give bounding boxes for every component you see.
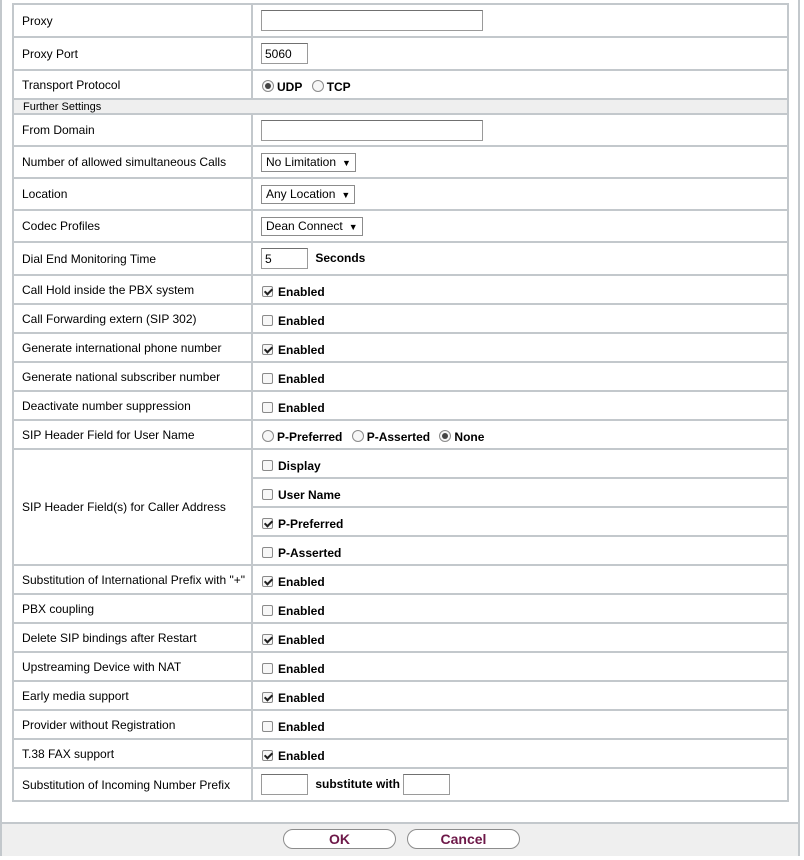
substitute-with-label: substitute with (315, 776, 401, 791)
row-from-domain (13, 114, 788, 146)
enabled-label: Enabled (278, 603, 325, 618)
sip-caller-display-label: Display (278, 458, 321, 473)
row-location (13, 178, 788, 210)
row-call-hold (13, 275, 788, 304)
transport-tcp-label: TCP (326, 79, 351, 94)
sip-user-ppreferred-label: P-Preferred (277, 429, 343, 444)
row-deact-suppression (13, 391, 788, 420)
row-call-forwarding (13, 304, 788, 333)
dropdown-arrow-icon: ▼ (348, 221, 358, 232)
from-domain-input[interactable] (261, 120, 483, 141)
location-select[interactable]: Any Location ▼ (261, 185, 355, 204)
proxy-port-input[interactable] (261, 43, 308, 64)
upstream-nat-label: Upstreaming Device with NAT (13, 652, 252, 681)
subst-incoming-label: Substitution of Incoming Number Prefix (13, 768, 252, 801)
enabled-label: Enabled (278, 719, 325, 734)
row-transport (13, 70, 788, 99)
enabled-label: Enabled (278, 748, 325, 763)
row-subst-incoming (13, 768, 788, 801)
button-bar (2, 822, 798, 856)
proxy-port-label: Proxy Port (13, 37, 252, 70)
codec-label: Codec Profiles (13, 210, 252, 242)
row-sip-caller (13, 449, 788, 478)
row-t38-fax (13, 739, 788, 768)
enabled-label: Enabled (278, 284, 325, 299)
enabled-label: Enabled (278, 661, 325, 676)
call-hold-checkbox[interactable] (262, 286, 273, 297)
subst-incoming-replace-input[interactable] (403, 774, 450, 795)
early-media-checkbox[interactable] (262, 692, 273, 703)
row-pbx-coupling (13, 594, 788, 623)
dial-end-unit: Seconds (315, 250, 366, 265)
upstream-nat-checkbox[interactable] (262, 663, 273, 674)
t38-fax-checkbox[interactable] (262, 750, 273, 761)
proxy-input[interactable] (261, 10, 483, 31)
deact-suppr-checkbox[interactable] (262, 402, 273, 413)
delete-sip-checkbox[interactable] (262, 634, 273, 645)
dial-end-input[interactable] (261, 248, 308, 269)
enabled-label: Enabled (278, 342, 325, 357)
delete-sip-label: Delete SIP bindings after Restart (13, 623, 252, 652)
row-subst-intl (13, 565, 788, 594)
row-provider-noreg (13, 710, 788, 739)
row-simultaneous-calls (13, 146, 788, 178)
location-label: Location (13, 178, 252, 210)
gen-intl-checkbox[interactable] (262, 344, 273, 355)
sip-user-ppreferred-radio[interactable] (262, 430, 274, 442)
gen-natl-checkbox[interactable] (262, 373, 273, 384)
cancel-button[interactable]: Cancel (407, 829, 520, 849)
row-codec (13, 210, 788, 242)
sip-user-none-label: None (454, 429, 485, 444)
codec-select[interactable]: Dean Connect ▼ (261, 217, 363, 236)
row-gen-intl (13, 333, 788, 362)
sip-caller-display-checkbox[interactable] (262, 460, 273, 471)
call-hold-label: Call Hold inside the PBX system (13, 275, 252, 304)
t38-fax-label: T.38 FAX support (13, 739, 252, 768)
enabled-label: Enabled (278, 313, 325, 328)
row-gen-natl (13, 362, 788, 391)
row-sip-user (13, 420, 788, 449)
transport-udp-radio[interactable] (262, 80, 274, 92)
sip-user-passerted-label: P-Asserted (366, 429, 431, 444)
dropdown-arrow-icon: ▼ (341, 189, 351, 200)
row-proxy-port (13, 37, 788, 70)
dial-end-label: Dial End Monitoring Time (13, 242, 252, 275)
proxy-label: Proxy (13, 4, 252, 37)
sip-caller-ppreferred-label: P-Preferred (278, 516, 344, 531)
row-early-media (13, 681, 788, 710)
subst-incoming-prefix-input[interactable] (261, 774, 308, 795)
transport-udp-label: UDP (277, 79, 303, 94)
from-domain-label: From Domain (13, 114, 252, 146)
sip-user-none-radio[interactable] (439, 430, 451, 442)
sip-caller-passerted-label: P-Asserted (278, 545, 342, 560)
sip-caller-label: SIP Header Field(s) for Caller Address (13, 449, 252, 565)
gen-intl-label: Generate international phone number (13, 333, 252, 362)
gen-natl-label: Generate national subscriber number (13, 362, 252, 391)
enabled-label: Enabled (278, 690, 325, 705)
early-media-label: Early media support (13, 681, 252, 710)
sip-caller-username-label: User Name (278, 487, 341, 502)
prov-noreg-checkbox[interactable] (262, 721, 273, 732)
enabled-label: Enabled (278, 574, 325, 589)
section-title: Further Settings (13, 99, 788, 114)
sip-caller-ppreferred-checkbox[interactable] (262, 518, 273, 529)
sip-user-label: SIP Header Field for User Name (13, 420, 252, 449)
prov-noreg-label: Provider without Registration (13, 710, 252, 739)
enabled-label: Enabled (278, 371, 325, 386)
section-further-settings (13, 99, 788, 114)
call-fwd-label: Call Forwarding extern (SIP 302) (13, 304, 252, 333)
deact-suppr-label: Deactivate number suppression (13, 391, 252, 420)
subst-intl-checkbox[interactable] (262, 576, 273, 587)
call-fwd-checkbox[interactable] (262, 315, 273, 326)
enabled-label: Enabled (278, 400, 325, 415)
dropdown-arrow-icon: ▼ (342, 157, 351, 168)
ok-button[interactable]: OK (283, 829, 396, 849)
row-proxy (13, 4, 788, 37)
row-delete-sip (13, 623, 788, 652)
transport-tcp-radio[interactable] (312, 80, 324, 92)
subst-intl-label: Substitution of International Prefix with "+" (13, 565, 252, 594)
pbx-coupling-label: PBX coupling (13, 594, 252, 623)
transport-label: Transport Protocol (13, 70, 252, 99)
sip-caller-passerted-checkbox[interactable] (262, 547, 273, 558)
pbx-coupling-checkbox[interactable] (262, 605, 273, 616)
row-dial-end (13, 242, 788, 275)
enabled-label: Enabled (278, 632, 325, 647)
sip-caller-username-checkbox[interactable] (262, 489, 273, 500)
sim-calls-label: Number of allowed simultaneous Calls (13, 146, 252, 178)
settings-table (12, 3, 789, 802)
sip-user-passerted-radio[interactable] (352, 430, 364, 442)
sim-calls-select[interactable]: No Limitation ▼ (261, 153, 356, 172)
row-upstream-nat (13, 652, 788, 681)
